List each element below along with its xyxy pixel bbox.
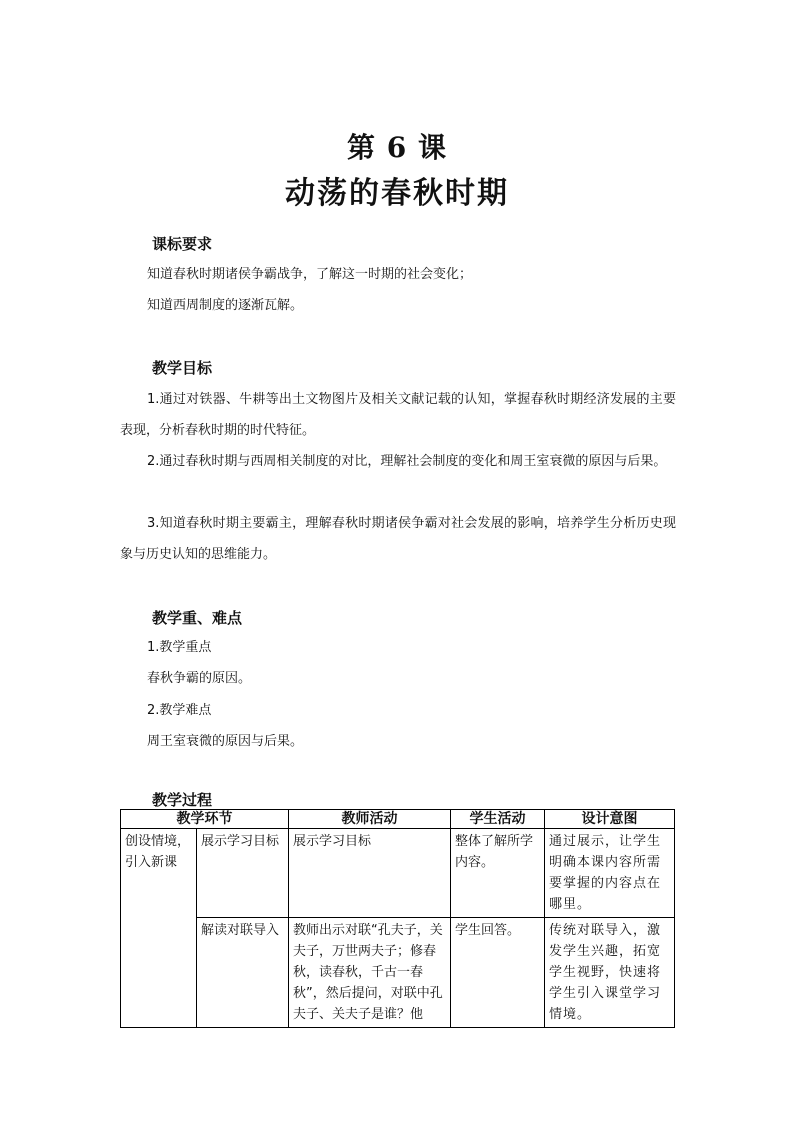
- key-points-heading: 教学重、难点: [152, 609, 243, 627]
- column-header-intent: 设计意图: [545, 810, 675, 829]
- design-intent-cell: 通过展示，让学生明确本课内容所需要掌握的内容点在哪里。: [545, 829, 675, 918]
- objective-3: 3.知道春秋时期主要霸主，理解春秋时期诸侯争霸对社会发展的影响，培养学生分析历史现象与历史认知的思维能力。: [120, 516, 676, 562]
- student-activity-cell: 学生回答。: [451, 918, 545, 1028]
- lesson-title: 动荡的春秋时期: [285, 176, 509, 211]
- teacher-activity-cell: 展示学习目标: [289, 829, 451, 918]
- step-cell: 解读对联导入: [197, 918, 289, 1028]
- student-activity-cell: 整体了解所学内容。: [451, 829, 545, 918]
- teacher-activity-cell: 教师出示对联“孔夫子，关夫子，万世两夫子；修春秋，读春秋，千古一春秋”，然后提问，对联中孔夫子、关夫子是谁？他: [289, 918, 451, 1028]
- design-intent-cell: 传统对联导入，激发学生兴趣，拓宽学生视野，快速将学生引入课堂学习情境。: [545, 918, 675, 1028]
- focus-label: 1.教学重点: [147, 640, 212, 655]
- focus-text: 春秋争霸的原因。: [147, 671, 252, 686]
- curriculum-heading: 课标要求: [152, 235, 213, 253]
- process-heading: 教学过程: [152, 791, 213, 809]
- curriculum-line-1: 知道春秋时期诸侯争霸战争，了解这一时期的社会变化；: [147, 267, 473, 282]
- column-header-stage: 教学环节: [121, 810, 289, 829]
- objectives-heading: 教学目标: [152, 359, 213, 377]
- column-header-teacher: 教师活动: [289, 810, 451, 829]
- difficulty-label: 2.教学难点: [147, 703, 212, 718]
- stage-cell: 创设情境，引入新课: [121, 829, 197, 1028]
- objective-1: 1.通过对铁器、牛耕等出土文物图片及相关文献记载的认知，掌握春秋时期经济发展的主要表现，分析春秋时期的时代特征。: [120, 392, 676, 438]
- table-row: [121, 829, 675, 918]
- difficulty-text: 周王室衰微的原因与后果。: [147, 734, 304, 749]
- objective-2: 2.通过春秋时期与西周相关制度的对比，理解社会制度的变化和周王室衰微的原因与后果。: [147, 454, 667, 469]
- teaching-process-table: [120, 809, 675, 1028]
- table-header-row: [121, 810, 675, 829]
- step-cell: 展示学习目标: [197, 829, 289, 918]
- table-row: [121, 918, 675, 1028]
- lesson-number-title: 第 6 课: [347, 131, 447, 164]
- column-header-student: 学生活动: [451, 810, 545, 829]
- curriculum-line-2: 知道西周制度的逐渐瓦解。: [147, 298, 304, 313]
